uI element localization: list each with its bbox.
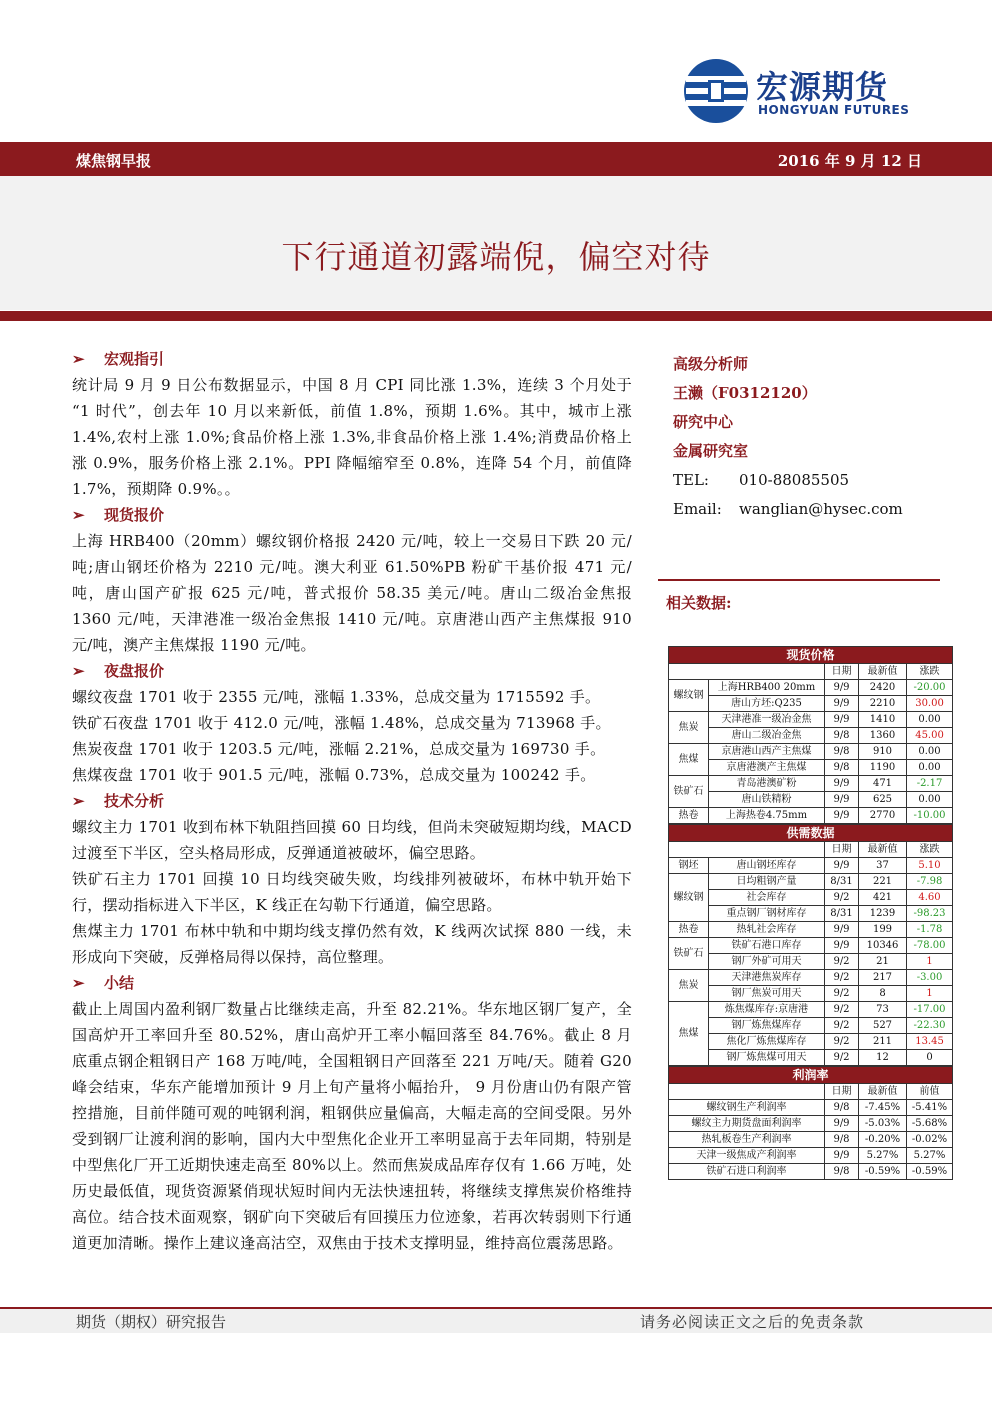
table-item-name: 唐山钢坯库存: [709, 858, 825, 874]
section-heading: [72, 788, 632, 814]
table-item-name: 重点钢厂钢材库存: [709, 906, 825, 922]
brand-name-cn: 宏源期货: [756, 68, 889, 106]
table-row: [669, 1002, 953, 1018]
table-item-name: 钢厂炼焦煤可用天: [709, 1050, 825, 1066]
section-heading: [72, 658, 632, 684]
table-group-label: 焦炭: [669, 712, 709, 744]
table-item-name: 唐山二级冶金焦: [709, 728, 825, 744]
table-value: 10346: [859, 938, 907, 954]
table-item-name: 螺纹主力期货盘面利润率: [669, 1116, 825, 1132]
table-change: -2.17: [907, 776, 953, 792]
table-header-blank: [669, 664, 825, 680]
table-item-name: 社会库存: [709, 890, 825, 906]
table-value: 1239: [859, 906, 907, 922]
table-row: [669, 696, 953, 712]
table-row: [669, 970, 953, 986]
spot-table: [668, 646, 953, 824]
table-value: -7.45%: [859, 1100, 907, 1116]
table-date: 9/9: [825, 1148, 859, 1164]
table-title: 利润率: [669, 1067, 953, 1084]
table-item-name: 钢厂外矿可用天: [709, 954, 825, 970]
table-change: -7.98: [907, 874, 953, 890]
report-date: 2016 年 9 月 12 日: [777, 152, 922, 170]
table-value: 1190: [859, 760, 907, 776]
table-header-cell: 涨跌: [907, 664, 953, 680]
brand-name-en: HONGYUAN FUTURES: [758, 103, 910, 117]
table-value: 73: [859, 1002, 907, 1018]
supply-table: [668, 824, 953, 1066]
table-item-name: 钢厂炼焦煤库存: [709, 1018, 825, 1034]
table-row: [669, 776, 953, 792]
table-group-label: 热卷: [669, 808, 709, 824]
email-label: Email:: [673, 500, 722, 518]
table-value: -5.03%: [859, 1116, 907, 1132]
table-item-name: 上海热卷4.75mm: [709, 808, 825, 824]
analyst-name: 王濑（F0312120）: [673, 384, 817, 402]
table-row: [669, 890, 953, 906]
table-date: 9/9: [825, 938, 859, 954]
table-change: -98.23: [907, 906, 953, 922]
table-item-name: 京唐港山西产主焦煤: [709, 744, 825, 760]
table-header-blank: [669, 1084, 825, 1100]
table-row: [669, 1034, 953, 1050]
table-date: 9/9: [825, 776, 859, 792]
table-row: [669, 712, 953, 728]
table-row: [669, 986, 953, 1002]
table-date: 9/9: [825, 680, 859, 696]
section-paragraph: 统计局 9 月 9 日公布数据显示，中国 8 月 CPI 同比涨 1.3%，连续 3 个月处于 “1 时代”，创去年 10 月以来新低，前值 1.8%，预期 1.6%。其中，城市上涨 1.4%,农村上涨 1.0%;食品价格上涨 1.3%,非食品价格上涨 1.4%;消费品价格上涨 0.9%，服务价格上涨 2.1%。PPI 降幅缩窄至 0.8%，连降 54 个月，前值降 1.7%，预期降 0.9%。。: [72, 376, 632, 498]
table-row: [669, 1164, 953, 1180]
table-item-name: 日均粗钢产量: [709, 874, 825, 890]
table-change: -22.30: [907, 1018, 953, 1034]
table-value: 527: [859, 1018, 907, 1034]
table-change: 0.00: [907, 792, 953, 808]
table-value: 199: [859, 922, 907, 938]
table-change: 1: [907, 954, 953, 970]
table-item-name: 天津一级焦成产利润率: [669, 1148, 825, 1164]
arrow-bullet-icon: ➢: [72, 662, 85, 680]
analyst-info: [673, 350, 933, 524]
table-prev-value: 5.27%: [907, 1148, 953, 1164]
section-heading: [72, 346, 632, 372]
table-group-label: 螺纹钢: [669, 680, 709, 712]
table-date: 9/2: [825, 1018, 859, 1034]
table-date: 9/8: [825, 1132, 859, 1148]
table-date: 9/8: [825, 728, 859, 744]
table-row: [669, 744, 953, 760]
table-item-name: 唐山方坯:Q235: [709, 696, 825, 712]
table-date: 9/2: [825, 954, 859, 970]
table-date: 9/9: [825, 922, 859, 938]
table-value: -0.20%: [859, 1132, 907, 1148]
table-change: 45.00: [907, 728, 953, 744]
tel-label: TEL:: [673, 471, 709, 489]
section-heading-text: 宏观指引: [104, 350, 165, 368]
table-value: 625: [859, 792, 907, 808]
table-value: 221: [859, 874, 907, 890]
table-value: 471: [859, 776, 907, 792]
table-header-cell: 涨跌: [907, 842, 953, 858]
table-value: 21: [859, 954, 907, 970]
section-heading-text: 夜盘报价: [104, 662, 165, 680]
table-item-name: 热轧板卷生产利润率: [669, 1132, 825, 1148]
section-heading: [72, 970, 632, 996]
table-item-name: 焦化厂炼焦煤库存: [709, 1034, 825, 1050]
table-value: 37: [859, 858, 907, 874]
table-row: [669, 906, 953, 922]
table-item-name: 青岛港澳矿粉: [709, 776, 825, 792]
table-item-name: 钢厂焦炭可用天: [709, 986, 825, 1002]
table-date: 9/8: [825, 1100, 859, 1116]
table-date: 9/9: [825, 696, 859, 712]
table-value: 2210: [859, 696, 907, 712]
table-change: -10.00: [907, 808, 953, 824]
analyst-dept: 研究中心: [673, 413, 734, 431]
table-date: 9/9: [825, 712, 859, 728]
table-header-cell: 日期: [825, 842, 859, 858]
table-title: 供需数据: [669, 825, 953, 842]
table-title-row: [669, 825, 953, 842]
table-date: 8/31: [825, 906, 859, 922]
section-heading: [72, 502, 632, 528]
section-heading-text: 小结: [104, 974, 135, 992]
table-row: [669, 680, 953, 696]
table-prev-value: -5.68%: [907, 1116, 953, 1132]
table-prev-value: -5.41%: [907, 1100, 953, 1116]
sidebar-divider: [658, 579, 940, 581]
table-row: [669, 858, 953, 874]
analyst-role: 高级分析师: [673, 355, 749, 373]
table-row: [669, 760, 953, 776]
page-title: 下行通道初露端倪，偏空对待: [281, 238, 711, 276]
table-date: 9/2: [825, 970, 859, 986]
table-date: 9/2: [825, 986, 859, 1002]
table-title-row: [669, 647, 953, 664]
table-change: 30.00: [907, 696, 953, 712]
table-value: 217: [859, 970, 907, 986]
table-header-cell: 日期: [825, 664, 859, 680]
table-row: [669, 954, 953, 970]
table-date: 9/8: [825, 744, 859, 760]
section-paragraph: 焦煤夜盘 1701 收于 901.5 元/吨，涨幅 0.73%，总成交量为 100242 手。: [72, 766, 596, 784]
table-row: [669, 1050, 953, 1066]
title-divider: [0, 311, 992, 321]
table-row: [669, 938, 953, 954]
table-value: 12: [859, 1050, 907, 1066]
footer-disclaimer: 请务必阅读正文之后的免责条款: [640, 1313, 865, 1331]
analyst-subdept: 金属研究室: [673, 442, 749, 460]
table-value: 1410: [859, 712, 907, 728]
table-group-label: 钢坯: [669, 858, 709, 874]
table-value: 2770: [859, 808, 907, 824]
related-data-label: 相关数据:: [666, 594, 732, 612]
table-header-cell: 日期: [825, 1084, 859, 1100]
arrow-bullet-icon: ➢: [72, 792, 85, 810]
arrow-bullet-icon: ➢: [72, 350, 85, 368]
table-change: 0.00: [907, 760, 953, 776]
section-paragraph: 螺纹夜盘 1701 收于 2355 元/吨，涨幅 1.33%，总成交量为 1715592 手。: [72, 688, 601, 706]
table-date: 9/2: [825, 890, 859, 906]
table-value: 211: [859, 1034, 907, 1050]
table-change: 1: [907, 986, 953, 1002]
section-heading-text: 现货报价: [104, 506, 165, 524]
report-type: 煤焦钢早报: [76, 152, 152, 170]
table-header-row: [669, 664, 953, 680]
table-prev-value: -0.59%: [907, 1164, 953, 1180]
analyst-tel-row: [673, 466, 933, 495]
table-date: 9/2: [825, 1034, 859, 1050]
table-change: 13.45: [907, 1034, 953, 1050]
table-date: 9/9: [825, 1116, 859, 1132]
table-item-name: 螺纹钢生产利润率: [669, 1100, 825, 1116]
table-title: 现货价格: [669, 647, 953, 664]
table-item-name: 唐山铁精粉: [709, 792, 825, 808]
table-change: 0.00: [907, 712, 953, 728]
table-item-name: 铁矿石港口库存: [709, 938, 825, 954]
tel-value: 010-88085505: [739, 471, 850, 489]
table-item-name: 天津港准一级冶金焦: [709, 712, 825, 728]
table-date: 8/31: [825, 874, 859, 890]
table-header-row: [669, 1084, 953, 1100]
table-date: 9/9: [825, 792, 859, 808]
table-header-cell: 前值: [907, 1084, 953, 1100]
table-header-cell: 最新值: [859, 1084, 907, 1100]
table-group-label: 螺纹钢: [669, 874, 709, 922]
table-header-blank: [669, 842, 825, 858]
table-change: -3.00: [907, 970, 953, 986]
table-change: 5.10: [907, 858, 953, 874]
table-row: [669, 1018, 953, 1034]
table-row: [669, 1100, 953, 1116]
table-date: 9/9: [825, 858, 859, 874]
table-item-name: 热轧社会库存: [709, 922, 825, 938]
table-row: [669, 808, 953, 824]
table-row: [669, 1132, 953, 1148]
table-value: 8: [859, 986, 907, 1002]
profit-table: [668, 1066, 953, 1180]
table-group-label: 铁矿石: [669, 938, 709, 970]
analyst-email-row: [673, 495, 933, 524]
section-paragraph: 截止上周国内盈利钢厂数量占比继续走高，升至 82.21%。华东地区钢厂复产，全国高炉开工率回升至 80.52%，唐山高炉开工率小幅回落至 84.76%。截止 8 月底重点钢企粗钢日产 168 万吨/吨，全国粗钢日产回落至 221 万吨/天。随着 G20 峰会结束，华东产能增加预计 9 月上旬产量将小幅抬升， 9 月份唐山仍有限产管控措施，目前伴随可观的吨钢利润，粗钢供应量偏高，大幅走高的空间受限。另外受到钢厂让渡利润的影响，国内大中型焦化企业开工率明显高于去年同期，特别是中型焦化厂开工近期快速走高至 80%以上。然而焦炭成品库存仅有 1.66 万吨，处历史最低值，现货资源紧俏现状短时间内无法快速扭转，将继续支撑焦炭价格维持高位。结合技术面观察，钢矿向下突破后有回摸压力位迹象，若再次转弱则下行通道更加清晰。操作上建议逢高沽空，双焦由于技术支撑明显，维持高位震荡思路。: [72, 1000, 632, 1252]
table-value: 1360: [859, 728, 907, 744]
table-date: 9/9: [825, 808, 859, 824]
table-prev-value: -0.02%: [907, 1132, 953, 1148]
table-value: 2420: [859, 680, 907, 696]
section-heading-text: 技术分析: [104, 792, 165, 810]
table-date: 9/2: [825, 1050, 859, 1066]
table-change: -20.00: [907, 680, 953, 696]
table-change: -1.78: [907, 922, 953, 938]
table-header-row: [669, 842, 953, 858]
data-tables: [668, 646, 952, 1180]
section-paragraph: 上海 HRB400（20mm）螺纹钢价格报 2420 元/吨，较上一交易日下跌 20 元/吨;唐山钢坯价格为 2210 元/吨。澳大利亚 61.50%PB 粉矿干基价报 471 元/吨，唐山国产矿报 625 元/吨，普式报价 58.35 美元/吨。唐山二级冶金焦报 1360 元/吨，天津港准一级冶金焦报 1410 元/吨。京唐港山西产主焦煤报 910 元/吨，澳产主焦煤报 1190 元/吨。: [72, 532, 632, 654]
table-header-cell: 最新值: [859, 664, 907, 680]
section-paragraph: 焦炭夜盘 1701 收于 1203.5 元/吨，涨幅 2.21%，总成交量为 169730 手。: [72, 740, 606, 758]
table-title-row: [669, 1067, 953, 1084]
footer-left-text: 期货（期权）研究报告: [76, 1313, 227, 1331]
section-paragraph: 螺纹主力 1701 收到布林下轨阻挡回摸 60 日均线，但尚未突破短期均线，MACD 过渡至下半区，空头格局形成，反弹通道被破坏，偏空思路。: [72, 818, 632, 862]
table-item-name: 京唐港澳产主焦煤: [709, 760, 825, 776]
email-value[interactable]: wanglian@hysec.com: [739, 500, 903, 518]
table-row: [669, 728, 953, 744]
table-date: 9/2: [825, 1002, 859, 1018]
table-change: -17.00: [907, 1002, 953, 1018]
table-group-label: 焦煤: [669, 1002, 709, 1066]
table-header-cell: 最新值: [859, 842, 907, 858]
arrow-bullet-icon: ➢: [72, 974, 85, 992]
report-body: [72, 346, 632, 1256]
table-row: [669, 874, 953, 890]
table-change: -78.00: [907, 938, 953, 954]
hongyuan-logo-icon: [680, 56, 752, 126]
table-change: 4.60: [907, 890, 953, 906]
table-row: [669, 792, 953, 808]
section-paragraph: 焦煤主力 1701 布林中轨和中期均线支撑仍然有效，K 线两次试探 880 一线，未形成向下突破，反弹格局得以保持，高位整理。: [72, 922, 632, 966]
table-group-label: 焦煤: [669, 744, 709, 776]
table-item-name: 炼焦煤库存:京唐港: [709, 1002, 825, 1018]
section-paragraph: 铁矿石主力 1701 回摸 10 日均线突破失败，均线排列被破坏，布林中轨开始下行，摆动指标进入下半区，K 线正在勾勒下行通道，偏空思路。: [72, 870, 632, 914]
table-date: 9/8: [825, 1164, 859, 1180]
table-value: -0.59%: [859, 1164, 907, 1180]
table-row: [669, 1116, 953, 1132]
table-item-name: 铁矿石进口利润率: [669, 1164, 825, 1180]
table-value: 5.27%: [859, 1148, 907, 1164]
table-group-label: 热卷: [669, 922, 709, 938]
section-paragraph: 铁矿石夜盘 1701 收于 412.0 元/吨，涨幅 1.48%，总成交量为 713968 手。: [72, 714, 611, 732]
table-row: [669, 922, 953, 938]
table-item-name: 上海HRB400 20mm: [709, 680, 825, 696]
header-bar: [0, 142, 992, 176]
table-change: 0: [907, 1050, 953, 1066]
table-group-label: 铁矿石: [669, 776, 709, 808]
table-change: 0.00: [907, 744, 953, 760]
table-value: 910: [859, 744, 907, 760]
arrow-bullet-icon: ➢: [72, 506, 85, 524]
table-row: [669, 1148, 953, 1164]
table-group-label: 焦炭: [669, 970, 709, 1002]
table-date: 9/8: [825, 760, 859, 776]
table-value: 421: [859, 890, 907, 906]
table-item-name: 天津港焦炭库存: [709, 970, 825, 986]
